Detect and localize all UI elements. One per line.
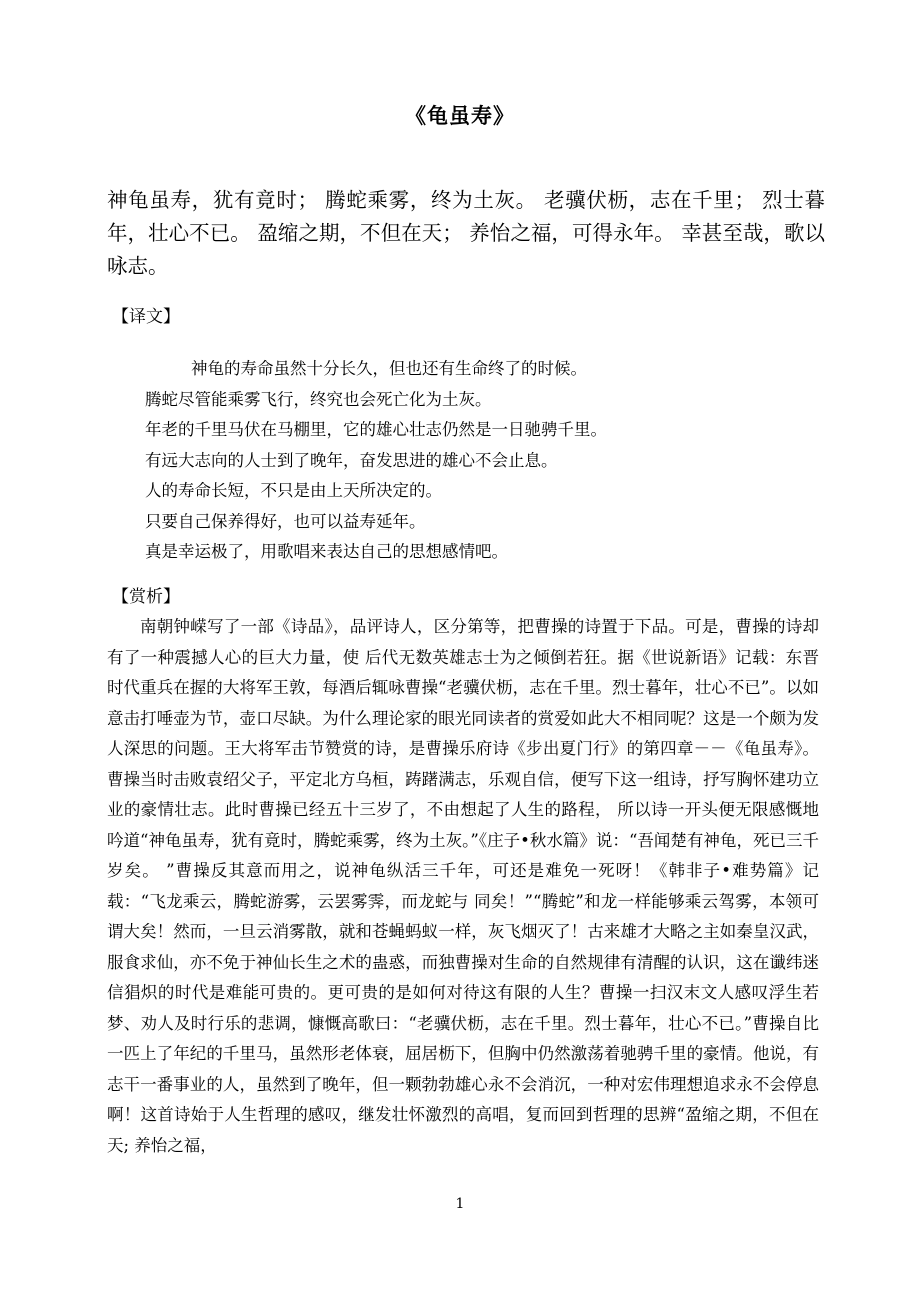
translation-line: 人的寿命长短，不只是由上天所决定的。 [145,481,442,500]
page-number: 1 [455,1196,465,1212]
translation-heading: 【译文】 [112,307,180,327]
document-title: 《龟虽寿》 [405,103,515,128]
appreciation-text: 南朝钟嵘写了一部《诗品》，品评诗人，区分第等，把曹操的诗置于下品。可是，曹操的诗却有了一种震撼人心的巨大力量，使 后代无数英雄志士为之倾倒若狂。据《世说新语》记载：东晋时代重兵在握的大将军王敦，每酒后辄咏曹操“老骥伏枥，志在千里。烈士暮年，壮心不已”。以如意击打唾壶为节，壶口尽缺。为什么理论家的眼光同读者的赏爱如此大不相同呢？这是一个颇为发人深思的问题。王大将军击节赞赏的诗，是曹操乐府诗《步出夏门行》的第四章－－《龟虽寿》。曹操当时击败袁绍父子，平定北方乌桓，踌躇满志，乐观自信，便写下这一组诗，抒写胸怀建功立业的豪情壮志。此时曹操已经五十三岁了，不由想起了人生的路程， 所以诗一开头便无限感慨地吟道“神龟虽寿，犹有竟时，腾蛇乘雾，终为土灰。”《庄子•秋水篇》说：“吾闻楚有神龟，死已三千岁矣。 ”曹操反其意而用之，说神龟纵活三千年，可还是难免一死呀！《韩非子•难势篇》记载：“飞龙乘云，腾蛇游雾，云罢雾霁，而龙蛇与 同矣！”“腾蛇”和龙一样能够乘云驾雾，本领可谓大矣！然而，一旦云消雾散，就和苍蝇蚂蚁一样，灰飞烟灭了！古来雄才大略之主如秦皇汉武，服食求仙，亦不免于神仙长生之术的蛊惑，而独曹操对生命的自然规律有清醒的认识，这在谶纬迷信猖炽的时代是难能可贵的。更可贵的是如何对待这有限的人生？曹操一扫汉末文人感叹浮生若梦、劝人及时行乐的悲调，慷慨高歌曰：“老骥伏枥，志在千里。烈士暮年，壮心不已。”曹操自比一匹上了年纪的千里马，虽然形老体衰，屈居枥下，但胸中仍然激荡着驰骋千里的豪情。他说，有志干一番事业的人，虽然到了晚年，但一颗勃勃雄心永不会消沉，一种对宏伟理想追求永不会停息啊！这首诗始于人生哲理的感叹，继发壮怀激烈的高唱，复而回到哲理的思辨“盈缩之期，不但在天; 养怡之福， [107,617,819,1155]
translation-line: 有远大志向的人士到了晚年，奋发思进的雄心不会止息。 [145,450,558,470]
translation-line: 神龟的寿命虽然十分长久，但也还有生命终了的时候。 [191,359,587,378]
translation-line: 年老的千里马伏在马棚里，它的雄心壮志仍然是一日驰骋千里。 [145,420,607,439]
poem-text: 神龟虽寿，犹有竟时； 腾蛇乘雾，终为土灰。 老骥伏枥，志在千里； 烈士暮年，壮心不已。 盈缩之期，不但在天； 养怡之福，可得永年。 幸甚至哉，歌以咏志。 [107,188,825,278]
translation-line: 只要自己保养得好，也可以益寿延年。 [145,511,426,531]
translation-line: 真是幸运极了，用歌唱来表达自己的思想感情吧。 [145,542,508,561]
translation-line: 腾蛇尽管能乘雾飞行，终究也会死亡化为土灰。 [145,389,492,409]
translation-list [145,354,607,568]
appreciation-heading: 【赏析】 [112,587,180,607]
